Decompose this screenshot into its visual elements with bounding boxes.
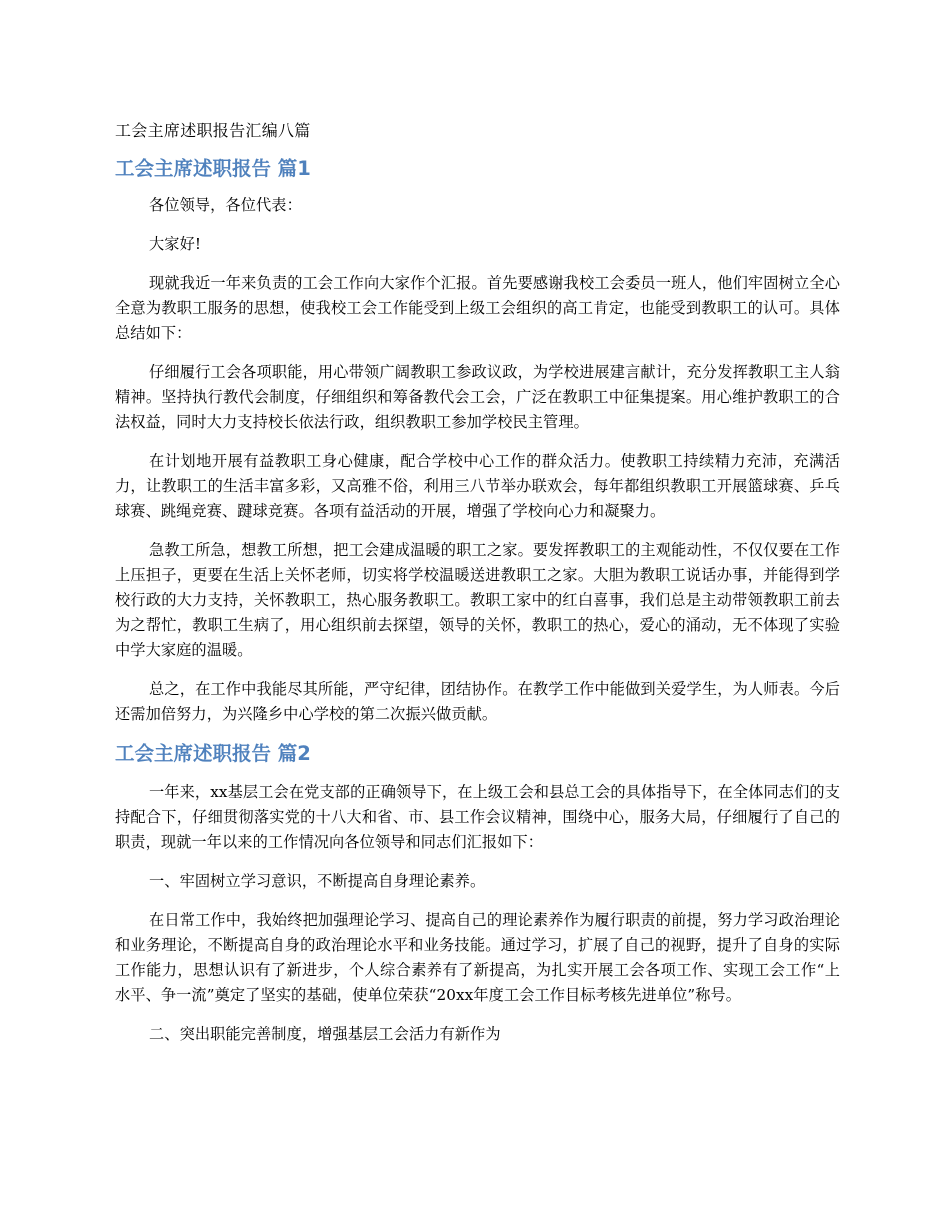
- paragraph: 二、突出职能完善制度，增强基层工会活力有新作为: [149, 1025, 501, 1043]
- section-heading-1: 工会主席述职报告 篇1: [115, 157, 311, 180]
- document-body: [115, 120, 840, 1061]
- paragraph: 现就我近一年来负责的工会工作向大家作个汇报。首先要感谢我校工会委员一班人，他们牢固树立全心全意为教职工服务的思想，使我校工会工作能受到上级工会组织的高工肯定，也能受到教职工的认可。具体总结如下：: [115, 274, 840, 342]
- paragraph: 一、牢固树立学习意识，不断提高自身理论素养。: [149, 872, 486, 890]
- paragraph: 在计划地开展有益教职工身心健康，配合学校中心工作的群众活力。使教职工持续精力充沛，充满活力，让教职工的生活丰富多彩，又高雅不俗，利用三八节举办联欢会，每年都组织教职工开展篮球赛、乒乓球赛、跳绳竞赛、踺球竞赛。各项有益活动的开展，增强了学校向心力和凝聚力。: [115, 452, 840, 520]
- document-title: 工会主席述职报告汇编八篇: [115, 121, 311, 140]
- paragraph: 在日常工作中，我始终把加强理论学习、提高自己的理论素养作为履行职责的前提，努力学习政治理论和业务理论，不断提高自身的政治理论水平和业务技能。通过学习，扩展了自己的视野，提升了自身的实际工作能力，思想认识有了新进步，个人综合素养有了新提高，为扎实开展工会各项工作、实现工会工作“上水平、争一流”奠定了坚实的基础，使单位荣获“20xx年度工会工作目标考核先进单位”称号。: [115, 911, 840, 1004]
- paragraph: 大家好!: [149, 235, 202, 253]
- paragraph: 总之，在工作中我能尽其所能，严守纪律，团结协作。在教学工作中能做到关爱学生，为人师表。今后还需加倍努力，为兴隆乡中心学校的第二次振兴做贡献。: [115, 680, 840, 723]
- paragraph: 一年来，xx基层工会在党支部的正确领导下，在上级工会和县总工会的具体指导下，在全体同志们的支持配合下，仔细贯彻落实党的十八大和省、市、县工作会议精神，围绕中心，服务大局，仔细履行了自己的职责，现就一年以来的工作情况向各位领导和同志们汇报如下：: [115, 783, 840, 851]
- section-heading-2: 工会主席述职报告 篇2: [115, 742, 311, 765]
- paragraph: 急教工所急，想教工所想，把工会建成温暖的职工之家。要发挥教职工的主观能动性，不仅仅要在工作上压担子，更要在生活上关怀老师，切实将学校温暖送进教职工之家。大胆为教职工说话办事，并能得到学校行政的大力支持，关怀教职工，热心服务教职工。教职工家中的红白喜事，我们总是主动带领教职工前去为之帮忙，教职工生病了，用心组织前去探望，领导的关怀，教职工的热心，爱心的涌动，无不体现了实验中学大家庭的温暖。: [115, 541, 840, 659]
- paragraph: 各位领导，各位代表：: [149, 196, 302, 214]
- paragraph: 仔细履行工会各项职能，用心带领广阔教职工参政议政，为学校进展建言献计，充分发挥教职工主人翁精神。坚持执行教代会制度，仔细组织和筹备教代会工会，广泛在教职工中征集提案。用心维护教职工的合法权益，同时大力支持校长依法行政，组织教职工参加学校民主管理。: [115, 363, 840, 431]
